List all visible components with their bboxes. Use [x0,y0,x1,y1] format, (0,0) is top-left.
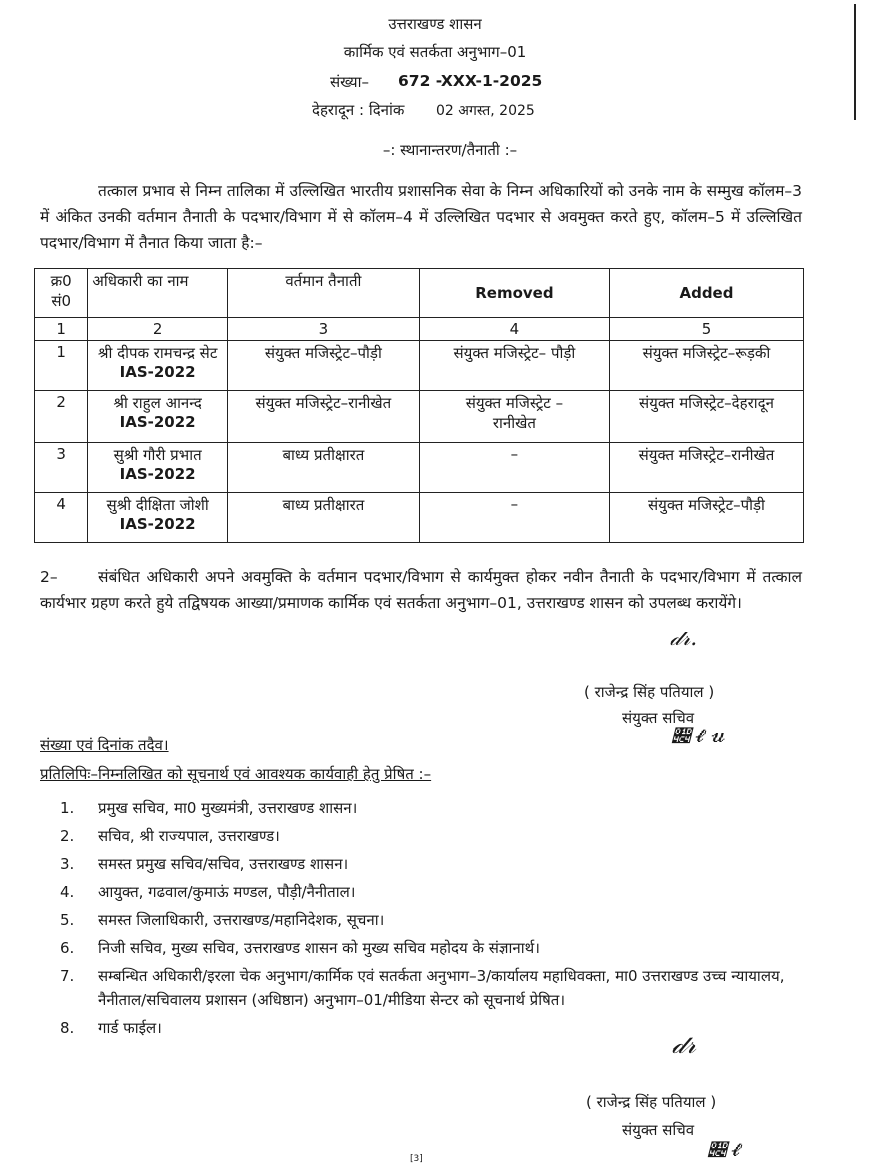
row-officer-batch: IAS-2022 [119,363,196,381]
row-officer-name: सुश्री गौरी प्रभात [113,446,202,464]
list-item-number: 5. [60,911,75,929]
header-date-value: 02 अगस्त, 2025 [436,103,535,119]
row-removed: – [419,443,609,493]
row-officer [88,443,227,493]
table-row [35,341,804,391]
signatory-name: ( राजेन्द्र सिंह पतियाल ) [584,683,715,701]
list-item-text: समस्त प्रमुख सचिव/सचिव, उत्तराखण्ड शासन। [98,855,349,873]
row-sno: 3 [35,443,88,493]
col-number: 1 [35,318,88,341]
row-removed: – [419,493,609,543]
list-item [60,936,810,960]
signatory-designation: संयुक्त सचिव [622,1121,695,1139]
row-added: संयुक्त मजिस्ट्रेट–रानीखेत [609,443,803,493]
table-row [35,493,804,543]
header-number-label: संख्या– [330,73,370,91]
row-added: संयुक्त मजिस्ट्रेट–पौड़ी [609,493,803,543]
list-item-number: 7. [60,967,75,985]
table-row [35,443,804,493]
signature-mark: 𝒹𝓇 [672,1030,696,1060]
col-header-current: वर्तमान तैनाती [227,269,419,318]
col-header-sno: क्र0 सं0 [35,269,88,318]
paragraph-2 [40,564,802,616]
signature-mark: 𝒹𝓇. [670,626,698,651]
row-officer-name: श्री दीपक रामचन्द्र सेट [97,344,218,362]
list-item-number: 6. [60,939,75,957]
list-item-number: 3. [60,855,75,873]
list-item-text: गार्ड फाईल। [98,1019,162,1037]
table-colnum-row [35,318,804,341]
row-added: संयुक्त मजिस्ट्रेट–देहरादून [609,391,803,443]
list-item-text: प्रमुख सचिव, मा0 मुख्यमंत्री, उत्तराखण्ड शासन। [98,799,358,817]
header-date-label: देहरादून : दिनांक [312,101,405,119]
paragraph-2-text: संबंधित अधिकारी अपने अवमुक्ति के वर्तमान पदभार/विभाग से कार्यमुक्त होकर नवीन तैनाती के पदभार/विभाग में तत्काल कार्यभार ग्रहण करते हुये तद्विषयक आख्या/प्रमाणक कार्मिक एवं सतर्कता अनुभाग–01, उत्तराखण्ड शासन को उपलब्ध करायेंगे। [40,568,802,612]
row-officer-batch: IAS-2022 [119,413,196,431]
table-row [35,391,804,443]
col-header-name: अधिकारी का नाम [88,269,227,318]
row-current: बाध्य प्रतीक्षारत [227,443,419,493]
col-number: 2 [88,318,227,341]
list-item [60,824,810,848]
paragraph-2-number: 2– [40,568,58,586]
row-sno: 2 [35,391,88,443]
subject-line: –: स्थानान्तरण/तैनाती :– [382,141,518,159]
header-govt: उत्तराखण्ड शासन [388,15,482,33]
row-removed: संयुक्त मजिस्ट्रेट– पौड़ी [419,341,609,391]
col-number: 4 [419,318,609,341]
list-item-text: निजी सचिव, मुख्य सचिव, उत्तराखण्ड शासन को मुख्य सचिव महोदय के संज्ञानार्थ। [98,939,540,957]
row-officer-batch: IAS-2022 [119,515,196,533]
list-item-number: 4. [60,883,75,901]
list-item [60,852,810,876]
initials-mark: 𝓄𝓁𝓊 [672,726,726,747]
row-added: संयुक्त मजिस्ट्रेट–रूड़की [609,341,803,391]
row-officer-name: सुश्री दीक्षिता जोशी [106,496,209,514]
col-header-added: Added [609,269,803,318]
list-item-text: सचिव, श्री राज्यपाल, उत्तराखण्ड। [98,827,280,845]
list-item-text: आयुक्त, गढवाल/कुमाऊं मण्डल, पौड़ी/नैनीताल। [98,883,356,901]
same-number-date: संख्या एवं दिनांक तदैव। [40,736,169,754]
header-number-value: 672 -XXX-1-2025 [398,72,543,90]
list-item [60,796,810,820]
row-officer [88,391,227,443]
list-item-text: सम्बन्धित अधिकारी/इरला चेक अनुभाग/कार्मिक एवं सतर्कता अनुभाग–3/कार्यालय महाधिवक्ता, मा0 उत्तराखण्ड उच्च न्यायालय, नैनीताल/सचिवालय प्रशासन (अधिष्ठान) अनुभाग–01/मीडिया सेन्टर को सूचनार्थ प्रेषित। [98,967,785,1009]
header-dept: कार्मिक एवं सतर्कता अनुभाग–01 [343,43,527,61]
row-removed: संयुक्त मजिस्ट्रेट –रानीखेत [419,391,609,443]
intro-paragraph: तत्काल प्रभाव से निम्न तालिका में उल्लिखित भारतीय प्रशासनिक सेवा के निम्न अधिकारियों को उनके नाम के सम्मुख कॉलम–3 में अंकित उनकी वर्तमान तैनाती के पदभार/विभाग में से कॉलम–4 में उल्लिखित पदभार से अवमुक्त करते हुए, कॉलम–5 में उल्लिखित पदभार/विभाग में तैनात किया जाता है:– [40,182,802,252]
row-officer-batch: IAS-2022 [119,465,196,483]
col-number: 3 [227,318,419,341]
table-header-row [35,269,804,318]
row-sno: 1 [35,341,88,391]
row-officer-name: श्री राहुल आनन्द [113,394,202,412]
col-header-removed: Removed [419,269,609,318]
row-officer [88,341,227,391]
list-item [60,908,810,932]
list-item-number: 2. [60,827,75,845]
list-item-number: 1. [60,799,75,817]
initials-mark: 𝓄𝓁 [708,1140,744,1161]
list-item-text: समस्त जिलाधिकारी, उत्तराखण्ड/महानिदेशक, सूचना। [98,911,385,929]
transfer-table [34,268,804,543]
row-current: संयुक्त मजिस्ट्रेट–पौड़ी [227,341,419,391]
signatory-designation: संयुक्त सचिव [622,709,695,727]
row-officer [88,493,227,543]
list-item [60,1016,810,1040]
signatory-name: ( राजेन्द्र सिंह पतियाल ) [586,1093,717,1111]
copy-heading [40,764,431,784]
col-number: 5 [609,318,803,341]
copy-list [60,796,810,1044]
row-current: बाध्य प्रतीक्षारत [227,493,419,543]
page-number: [3] [410,1154,423,1164]
row-sno: 4 [35,493,88,543]
list-item-number: 8. [60,1019,75,1037]
list-item [60,880,810,904]
list-item [60,964,810,1012]
copy-heading-text: प्रतिलिपिः–निम्नलिखित को सूचनार्थ एवं आवश्यक कार्यवाही हेतु प्रेषित :– [40,765,432,783]
row-current: संयुक्त मजिस्ट्रेट–रानीखेत [227,391,419,443]
